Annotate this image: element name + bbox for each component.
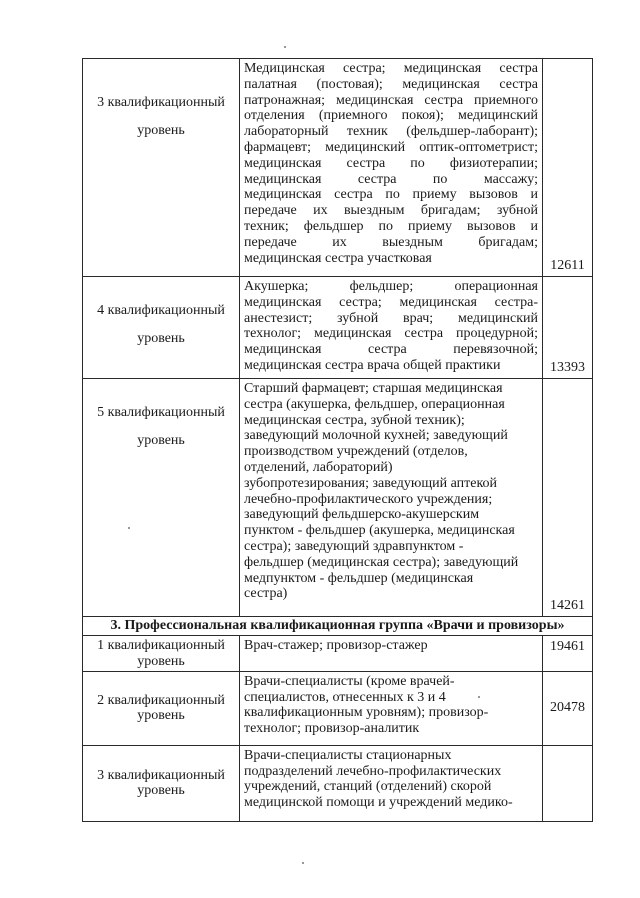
desc-line: квалификационным уровням); провизор- bbox=[244, 705, 489, 721]
desc-line: медицинская сестра врача общей практики bbox=[244, 357, 501, 373]
table-row bbox=[83, 745, 593, 821]
salary-table bbox=[82, 58, 593, 822]
position-list bbox=[240, 635, 543, 671]
desc-line: производством учреждений (отделов, bbox=[244, 444, 468, 460]
desc-line: техник; фельдшер по приему вызовов и bbox=[244, 218, 538, 234]
desc-line: палатная (постовая); медицинская сестра bbox=[244, 76, 538, 92]
level-cell bbox=[83, 745, 240, 821]
level-label: 4 квалификационный bbox=[97, 303, 225, 318]
salary-cell: 20478 bbox=[543, 671, 593, 745]
level-sublabel: уровень bbox=[137, 432, 185, 448]
desc-line: пунктом - фельдшер (акушерка, медицинская bbox=[244, 523, 515, 539]
desc-line: технолог; провизор-аналитик bbox=[244, 721, 420, 737]
scan-speck bbox=[284, 46, 286, 48]
desc-line: медицинская сестра участковая bbox=[244, 250, 432, 266]
table-row bbox=[83, 671, 593, 745]
desc-line: заведующий молочной кухней; заведующий bbox=[244, 428, 508, 444]
desc-line: лечебно-профилактического учреждения; bbox=[244, 491, 493, 507]
position-list bbox=[240, 671, 543, 745]
desc-line: анестезист; зубной врач; медицинский bbox=[244, 310, 538, 326]
table-row bbox=[83, 59, 593, 277]
desc-line: сестра) bbox=[244, 586, 288, 602]
desc-line: передаче их выездным бригадам; bbox=[244, 234, 538, 250]
level-sublabel: уровень bbox=[137, 330, 185, 346]
desc-line: медицинская сестра по массажу; bbox=[244, 171, 538, 187]
desc-line: учреждений, станций (отделений) скорой bbox=[244, 779, 492, 795]
level-sublabel: уровень bbox=[137, 783, 185, 799]
level-cell bbox=[83, 635, 240, 671]
desc-line: Акушерка; фельдшер; операционная bbox=[244, 279, 538, 294]
table-row bbox=[83, 379, 593, 617]
position-list bbox=[240, 745, 543, 821]
desc-line: Врач-стажер; провизор-стажер bbox=[244, 637, 428, 653]
desc-line: сестра (акушерка, фельдшер, операционная bbox=[244, 396, 505, 412]
level-cell bbox=[83, 379, 240, 617]
scan-speck bbox=[302, 862, 304, 864]
desc-line: отделения (приемного покоя); медицинский bbox=[244, 108, 538, 124]
desc-line: медпунктом - фельдшер (медицинская bbox=[244, 570, 474, 586]
desc-line: сестра); заведующий здравпунктом - bbox=[244, 538, 464, 554]
level-sublabel: уровень bbox=[137, 653, 185, 669]
desc-line: медицинская сестра перевязочной; bbox=[244, 342, 538, 358]
desc-line: заведующий фельдшерско-акушерским bbox=[244, 507, 480, 523]
position-list bbox=[240, 277, 543, 379]
level-label: 2 квалификационный bbox=[97, 692, 225, 708]
table-row bbox=[83, 277, 593, 379]
level-cell bbox=[83, 59, 240, 277]
desc-line: зубопротезирования; заведующий аптекой bbox=[244, 475, 498, 491]
salary-cell bbox=[543, 745, 593, 821]
desc-line: медицинская сестра; медицинская сестра- bbox=[244, 294, 538, 310]
position-list bbox=[240, 379, 543, 617]
desc-line: медицинская сестра по приему вызовов и bbox=[244, 187, 538, 203]
table-row bbox=[83, 635, 593, 671]
level-sublabel: уровень bbox=[137, 122, 185, 138]
desc-line: фельдшер (медицинская сестра); заведующий bbox=[244, 554, 519, 570]
salary-cell: 12611 bbox=[543, 59, 593, 277]
desc-line: Старший фармацевт; старшая медицинская bbox=[244, 381, 503, 396]
level-sublabel: уровень bbox=[137, 708, 185, 724]
desc-line: Врачи-специалисты стационарных bbox=[244, 747, 452, 763]
level-label: 5 квалификационный bbox=[97, 405, 225, 420]
desc-line: отделений, лабораторий) bbox=[244, 459, 393, 475]
desc-line: медицинская сестра по физиотерапии; bbox=[244, 155, 538, 171]
salary-cell: 13393 bbox=[543, 277, 593, 379]
desc-line: подразделений лечебно-профилактических bbox=[244, 763, 502, 779]
group-heading-row bbox=[83, 617, 593, 636]
scan-speck bbox=[478, 696, 480, 698]
salary-cell: 19461 bbox=[543, 635, 593, 671]
level-label: 1 квалификационный bbox=[97, 637, 225, 653]
desc-line: технолог; медицинская сестра процедурной; bbox=[244, 326, 538, 342]
desc-line: Медицинская сестра; медицинская сестра bbox=[244, 61, 538, 76]
desc-line: медицинской помощи и учреждений медико- bbox=[244, 795, 513, 811]
desc-line: лабораторный техник (фельдшер-лаборант); bbox=[244, 124, 538, 140]
level-label: 3 квалификационный bbox=[97, 95, 225, 110]
desc-line: патронажная; медицинская сестра приемного bbox=[244, 92, 538, 108]
desc-line: медицинская сестра, зубной техник); bbox=[244, 412, 465, 428]
level-cell bbox=[83, 671, 240, 745]
position-list bbox=[240, 59, 543, 277]
scan-speck bbox=[128, 527, 130, 529]
desc-line: специалистов, отнесенных к 3 и 4 bbox=[244, 689, 446, 705]
level-label: 3 квалификационный bbox=[97, 767, 225, 783]
group-heading: 3. Профессиональная квалификационная группа «Врачи и провизоры» bbox=[83, 617, 593, 636]
desc-line: фармацевт; медицинский оптик-оптометрист; bbox=[244, 139, 538, 155]
salary-cell: 14261 bbox=[543, 379, 593, 617]
desc-line: Врачи-специалисты (кроме врачей- bbox=[244, 673, 455, 689]
desc-line: передаче их выездным бригадам; зубной bbox=[244, 203, 538, 219]
level-cell bbox=[83, 277, 240, 379]
